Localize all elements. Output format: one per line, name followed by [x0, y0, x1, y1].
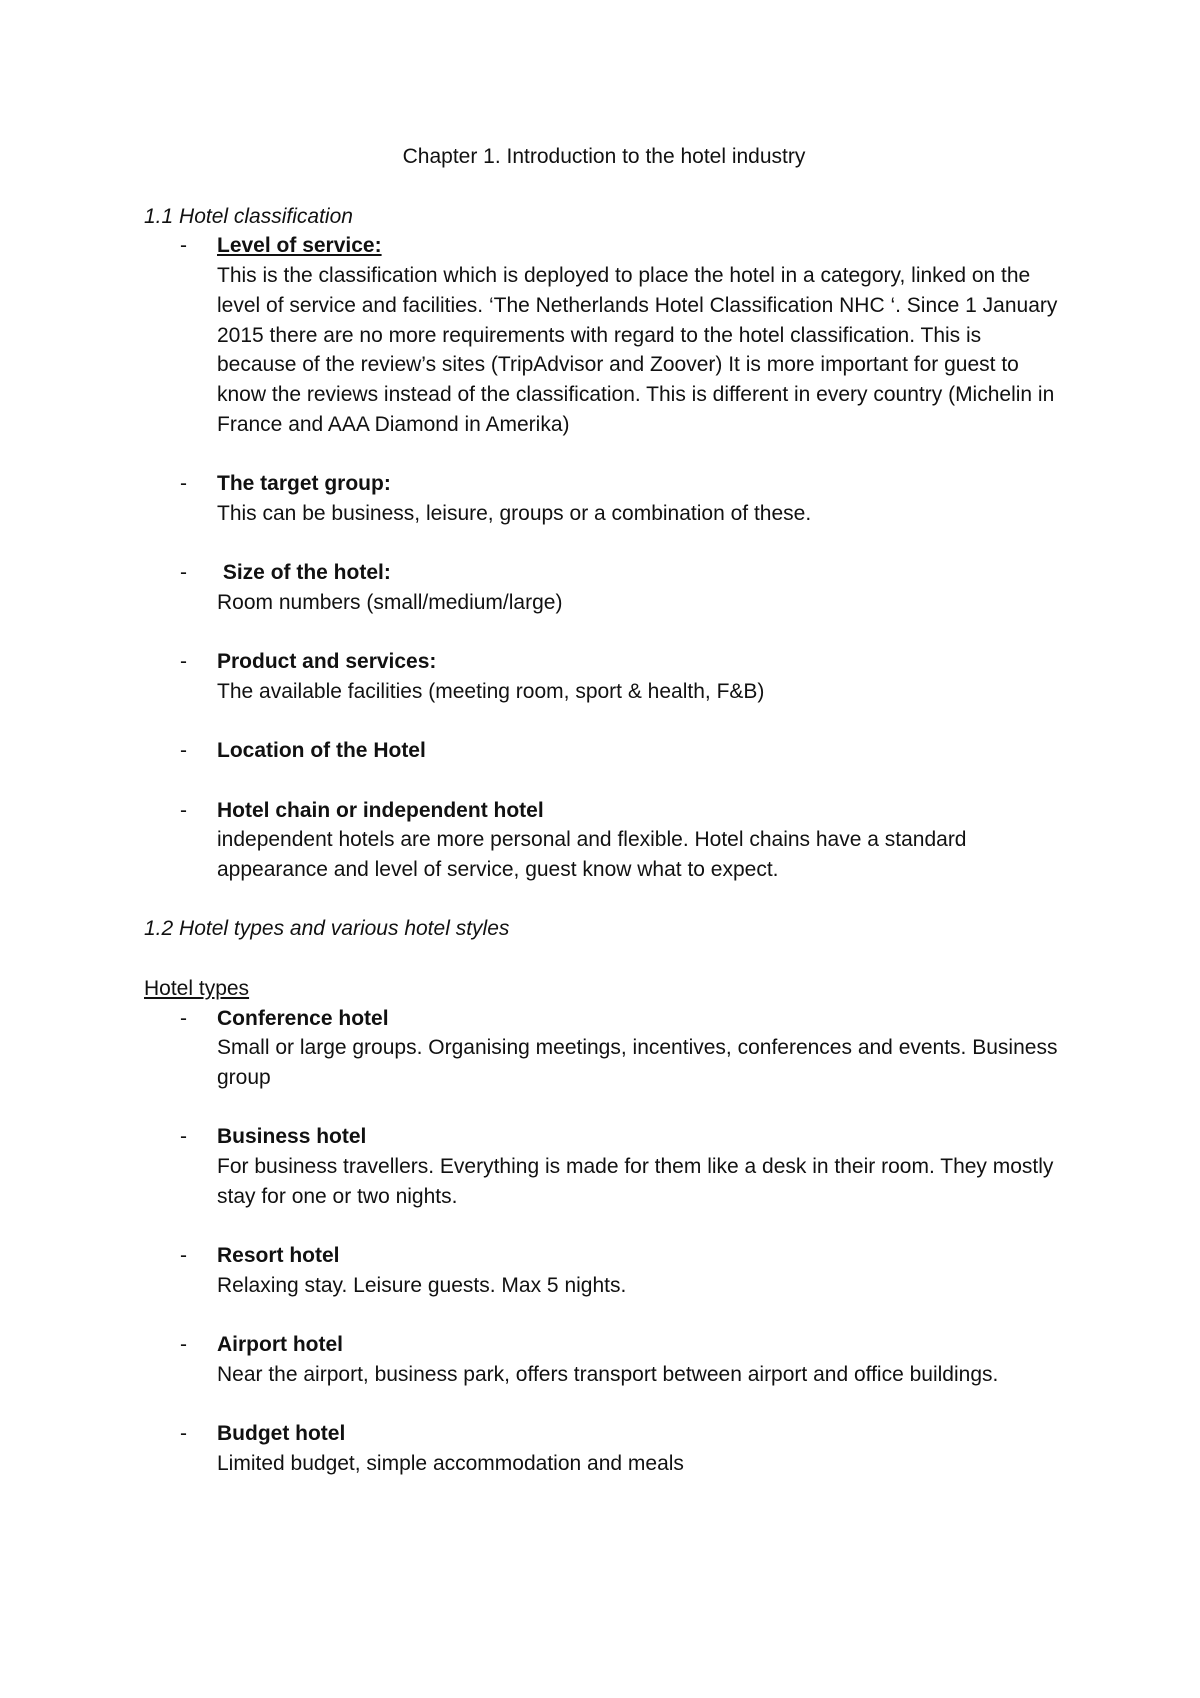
section-heading-hotel-classification: 1.1 Hotel classification: [144, 204, 353, 228]
item-title: Business hotel: [217, 1125, 367, 1149]
item-body: For business travellers. Everything is made for them like a desk in their room. They mostly stay for one or two nights.: [217, 1155, 1054, 1208]
dash-bullet: -: [180, 798, 187, 822]
item-title: Size of the hotel:: [217, 561, 391, 585]
item-title: Location of the Hotel: [217, 739, 426, 763]
dash-bullet: -: [180, 650, 187, 674]
item-body: Small or large groups. Organising meetings, incentives, conferences and events. Business group: [217, 1036, 1058, 1089]
dash-bullet: -: [180, 1125, 187, 1149]
section-heading-hotel-types: 1.2 Hotel types and various hotel styles: [144, 917, 510, 941]
spacer: [144, 885, 1064, 915]
item-body: Relaxing stay. Leisure guests. Max 5 nights.: [217, 1273, 627, 1297]
list-item: [144, 647, 1064, 706]
dash-bullet: -: [180, 739, 187, 763]
item-title: The target group:: [217, 472, 391, 496]
dash-bullet: -: [180, 1006, 187, 1030]
dash-bullet: -: [180, 1244, 187, 1268]
spacer: [144, 1390, 1064, 1420]
item-title: Budget hotel: [217, 1422, 346, 1446]
dash-bullet: -: [180, 234, 187, 258]
item-body: independent hotels are more personal and flexible. Hotel chains have a standard appearance and level of service, guest know what to expect.: [217, 828, 967, 882]
document-body: [144, 142, 1064, 1479]
item-title: Resort hotel: [217, 1244, 340, 1268]
spacer: [144, 618, 1064, 648]
dash-bullet: -: [180, 561, 187, 585]
spacer: [144, 1211, 1064, 1241]
list-item: [144, 1004, 1064, 1093]
list-item: [144, 796, 1064, 885]
classification-list: [144, 231, 1064, 884]
item-title: Conference hotel: [217, 1006, 389, 1030]
subheading-hotel-types: Hotel types: [144, 976, 250, 1000]
item-body: The available facilities (meeting room, sport & health, F&B): [217, 679, 765, 703]
list-item: [144, 1122, 1064, 1211]
spacer: [144, 1301, 1064, 1331]
dash-bullet: -: [180, 1422, 187, 1446]
dash-bullet: -: [180, 1333, 187, 1357]
item-body: This is the classification which is deployed to place the hotel in a category, linked on the level of service and facilities. ‘The Netherlands Hotel Classification NHC ‘. Since 1 January 2015 there are no more requirements with regard to the hotel classification. This is because of the review’s sites (TripAdvisor and Zoover) It is more important for guest to know the reviews instead of the classification. This is different in every country (Michelin in France and AAA Diamond in Amerika): [217, 264, 1058, 436]
item-body: Near the airport, business park, offers transport between airport and office buildings.: [217, 1362, 999, 1386]
item-body: Room numbers (small/medium/large): [217, 590, 563, 614]
list-item: [144, 1241, 1064, 1300]
spacer: [144, 707, 1064, 737]
list-item: [144, 1419, 1064, 1478]
spacer: [144, 439, 1064, 469]
spacer: [144, 1093, 1064, 1123]
item-title: Level of service:: [217, 234, 382, 258]
item-body: This can be business, leisure, groups or a combination of these.: [217, 501, 812, 525]
list-item: [144, 231, 1064, 439]
dash-bullet: -: [180, 472, 187, 496]
spacer: [144, 944, 1064, 974]
list-item: [144, 469, 1064, 528]
spacer: [144, 766, 1064, 796]
item-title: Airport hotel: [217, 1333, 343, 1357]
item-title: Product and services:: [217, 650, 437, 674]
list-item: [144, 736, 1064, 766]
spacer: [144, 528, 1064, 558]
item-title: Hotel chain or independent hotel: [217, 798, 544, 822]
chapter-title: Chapter 1. Introduction to the hotel industry: [402, 145, 806, 168]
list-item: [144, 558, 1064, 617]
item-body: Limited budget, simple accommodation and meals: [217, 1452, 684, 1476]
list-item: [144, 1330, 1064, 1389]
hotel-types-list: [144, 1004, 1064, 1479]
